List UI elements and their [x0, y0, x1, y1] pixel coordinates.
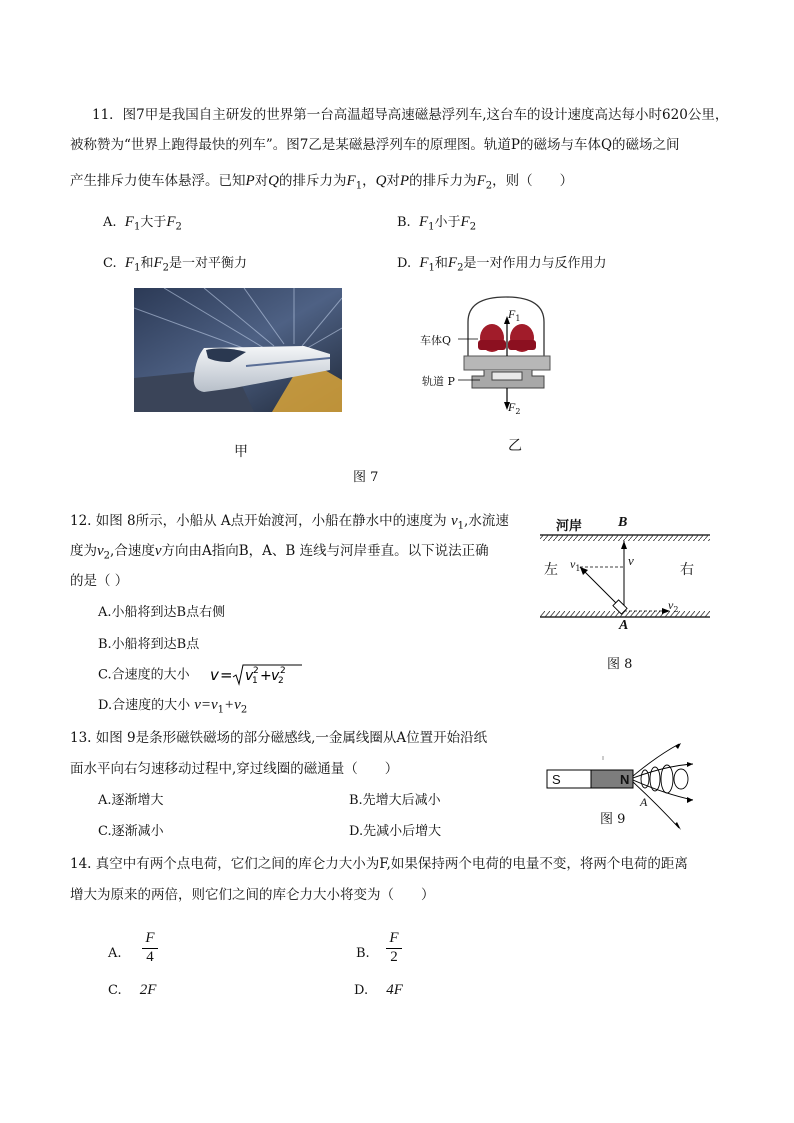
svg-text:2: 2: [279, 666, 286, 676]
q14-option-d: D. 4F: [354, 982, 403, 998]
fig8-label-v2: $v_2$: [668, 598, 679, 615]
fig8-label-A: A: [619, 618, 629, 633]
q12-line3: 的是（ ）: [70, 573, 129, 589]
fig9-label-N: N: [620, 772, 630, 787]
q12-line1: 12. 如图 8所示，小船从 A点开始渡河，小船在静水中的速度为 $v_1$,水流速: [70, 513, 509, 532]
svg-text:v: v: [270, 668, 280, 684]
fig8-label-B: B: [618, 515, 628, 530]
q11-option-d: D. $F_1$和$F_2$是一对作用力与反作用力: [397, 255, 607, 274]
q12-option-b: B.小船将到达B点: [98, 637, 200, 652]
q13-line1: 13. 如图 9是条形磁铁磁场的部分磁感线,一金属线圈从A位置开始沿纸: [70, 730, 488, 746]
figure-7-caption: 图 7: [353, 470, 379, 485]
figure-label-yi: 乙: [508, 438, 522, 454]
q12-option-c: C.合速度的大小 v = v 1 2 + v 2 2: [98, 663, 302, 687]
svg-text:+: +: [259, 668, 272, 684]
q13-option-c: C.逐渐减小: [98, 824, 164, 839]
q12-option-c-formula: [210, 663, 302, 687]
q12-line2: 度为$v_2$,合速度v方向由A指向B，A、B 连线与河岸垂直。以下说法正确: [70, 543, 489, 562]
q13-option-b: B.先增大后减小: [349, 793, 441, 808]
fig8-label-hean: 河岸: [556, 519, 583, 534]
q11-line2: 被称赞为“世界上跑得最快的列车”。图7乙是某磁悬浮列车的原理图。轨道P的磁场与车体Q的磁场之间: [70, 137, 680, 153]
diagram-label-F1: $F_1$: [508, 307, 521, 324]
figure-label-jia: 甲: [234, 444, 248, 460]
fig9-label-A: A: [640, 795, 648, 809]
q11-line3: 产生排斥力使车体悬浮。已知P对Q的排斥力为$F_1$，Q对P的排斥力为$F_2$，则（ ）: [70, 173, 574, 192]
fig8-label-v1: $v_1$: [570, 557, 581, 574]
fig8-label-right: 右: [680, 562, 694, 578]
q11-option-b: B. $F_1$小于$F_2$: [397, 214, 477, 233]
q13-option-d: D.先减小后增大: [349, 824, 442, 839]
svg-text:1: 1: [251, 676, 258, 686]
diagram-label-guidao: 轨道 P: [422, 375, 455, 388]
fig9-label-S: S: [552, 772, 561, 787]
figure-8-caption: 图 8: [607, 657, 633, 672]
q14-option-a-fraction: F 4: [142, 930, 158, 966]
q14-line1: 14. 真空中有两个点电荷，它们之间的库仑力大小为F,如果保持两个电荷的电量不变，将两个电荷的距离: [70, 856, 688, 872]
q14-option-c: C. 2F: [108, 982, 157, 998]
fig8-label-v: v: [628, 553, 634, 568]
q11-option-c: C. $F_1$和$F_2$是一对平衡力: [103, 255, 248, 274]
q12-option-d: D.合速度的大小 $v=v_1+v_2$: [98, 697, 248, 716]
svg-text:2: 2: [252, 666, 259, 676]
diagram-label-F2: $F_2$: [508, 400, 521, 417]
q13-option-a: A.逐渐增大: [98, 793, 164, 808]
svg-text:v: v: [209, 666, 219, 684]
figure-9-caption: 图 9: [600, 812, 626, 827]
q14-line2: 增大为原来的两倍，则它们之间的库仑力大小将变为（ ）: [70, 887, 435, 903]
svg-text:2: 2: [277, 676, 284, 686]
q12-option-a: A.小船将到达B点右侧: [98, 605, 226, 620]
q14-option-b-fraction: F 2: [386, 930, 402, 966]
fig8-label-left: 左: [544, 562, 558, 578]
diagram-label-cheti: 车体Q: [420, 334, 452, 347]
svg-text:v: v: [244, 668, 254, 684]
maglev-train-photo: [134, 288, 342, 412]
maglev-principle-diagram: [420, 292, 570, 422]
q11-option-a: A. $F_1$大于$F_2$: [103, 214, 182, 233]
q13-line2: 面水平向右匀速移动过程中,穿过线圈的磁通量（ ）: [70, 761, 399, 777]
svg-text:=: =: [219, 666, 233, 684]
q11-line1: 11．图7甲是我国自主研发的世界第一台高温超导高速磁悬浮列车,这台车的设计速度高达每小时620公里，: [92, 107, 729, 123]
